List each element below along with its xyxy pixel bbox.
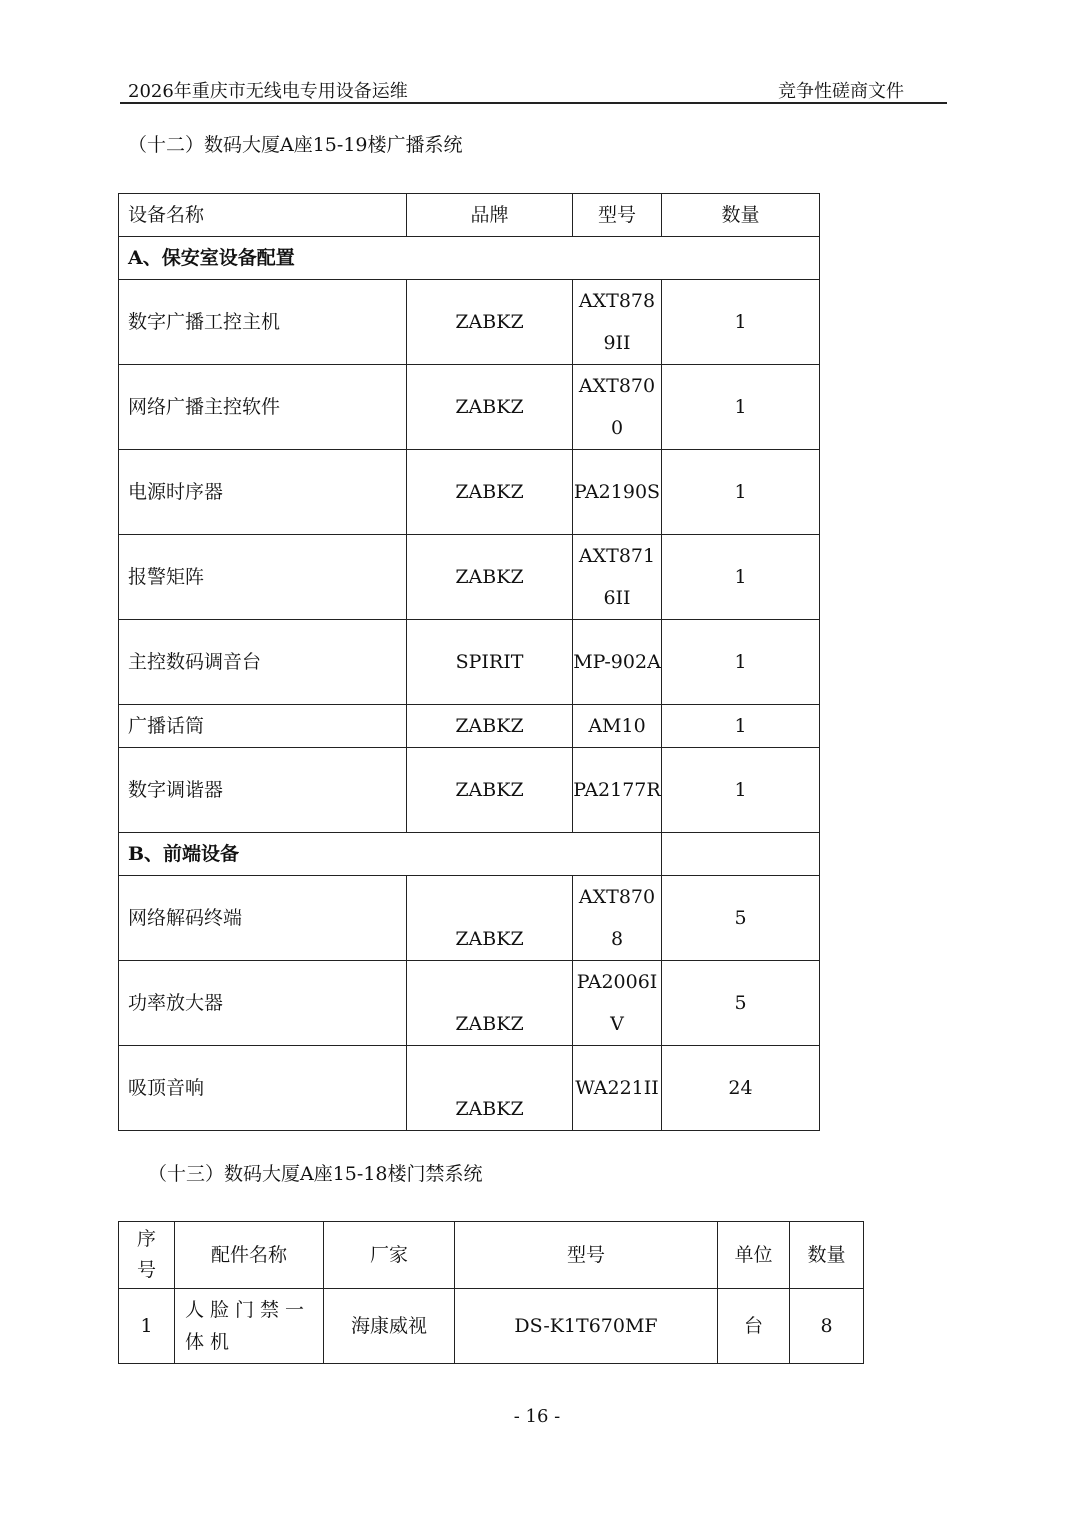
table-row xyxy=(119,535,820,620)
equipment-name: 吸顶音响 xyxy=(119,1046,407,1131)
table-row xyxy=(119,620,820,705)
col-header-model: 型号 xyxy=(573,194,662,237)
equipment-brand: ZABKZ xyxy=(407,365,573,450)
col-header-qty: 数量 xyxy=(662,194,820,237)
equipment-qty: 1 xyxy=(662,280,820,365)
equipment-brand: ZABKZ xyxy=(407,961,573,1046)
table-row xyxy=(119,961,820,1046)
equipment-name: 网络解码终端 xyxy=(119,876,407,961)
table-row xyxy=(119,748,820,833)
table-header-row xyxy=(119,1222,864,1289)
section-12-title: （十二）数码大厦A座15-19楼广播系统 xyxy=(128,134,463,156)
table-row xyxy=(119,705,820,748)
equipment-qty: 5 xyxy=(662,961,820,1046)
col-header-unit: 单位 xyxy=(718,1222,790,1289)
col-header-brand: 品牌 xyxy=(407,194,573,237)
equipment-qty: 1 xyxy=(662,748,820,833)
broadcast-equipment-table xyxy=(118,193,820,1131)
equipment-qty: 1 xyxy=(662,620,820,705)
access-control-table xyxy=(118,1221,864,1364)
equipment-brand: ZABKZ xyxy=(407,705,573,748)
header-rule xyxy=(120,102,947,104)
maker: 海康威视 xyxy=(324,1289,455,1364)
equipment-brand: ZABKZ xyxy=(407,748,573,833)
part-name: 人脸门禁一体机 xyxy=(185,1299,311,1353)
equipment-model: MP-902A xyxy=(573,651,661,673)
equipment-qty: 24 xyxy=(662,1046,820,1131)
equipment-brand: SPIRIT xyxy=(407,620,573,705)
part-qty: 8 xyxy=(790,1289,864,1364)
table-row xyxy=(119,365,820,450)
equipment-brand: ZABKZ xyxy=(407,450,573,535)
table-row xyxy=(119,1289,864,1364)
col-header-model: 型号 xyxy=(455,1222,718,1289)
equipment-name: 数字广播工控主机 xyxy=(119,280,407,365)
col-header-qty: 数量 xyxy=(790,1222,864,1289)
equipment-qty: 1 xyxy=(662,365,820,450)
table-row xyxy=(119,280,820,365)
equipment-qty: 1 xyxy=(662,450,820,535)
equipment-name: 广播话筒 xyxy=(119,705,407,748)
equipment-model: PA2190S xyxy=(573,481,661,503)
equipment-qty: 5 xyxy=(662,876,820,961)
equipment-name: 网络广播主控软件 xyxy=(119,365,407,450)
equipment-model: AM10 xyxy=(588,715,646,737)
table-header-row xyxy=(119,194,820,237)
group-b-empty-cell xyxy=(662,833,820,876)
equipment-model: AXT8700 xyxy=(578,375,656,439)
unit: 台 xyxy=(718,1289,790,1364)
equipment-qty: 1 xyxy=(662,705,820,748)
table-row xyxy=(119,1046,820,1131)
equipment-name: 主控数码调音台 xyxy=(119,620,407,705)
equipment-model: PA2177R xyxy=(573,779,661,801)
equipment-brand: ZABKZ xyxy=(407,876,573,961)
col-header-name: 设备名称 xyxy=(119,194,407,237)
group-a-label: A、保安室设备配置 xyxy=(119,237,820,280)
page-number: - 16 - xyxy=(513,1406,561,1427)
col-header-maker: 厂家 xyxy=(324,1222,455,1289)
equipment-name: 报警矩阵 xyxy=(119,535,407,620)
header-left: 2026年重庆市无线电专用设备运维 xyxy=(128,81,408,102)
group-row-a xyxy=(119,237,820,280)
section-13-title: （十三）数码大厦A座15-18楼门禁系统 xyxy=(148,1163,483,1185)
table-row xyxy=(119,450,820,535)
col-header-part-name: 配件名称 xyxy=(175,1222,324,1289)
equipment-model: AXT8789II xyxy=(578,290,656,354)
equipment-model: WA221II xyxy=(575,1077,659,1099)
equipment-brand: ZABKZ xyxy=(407,1046,573,1131)
equipment-brand: ZABKZ xyxy=(407,280,573,365)
equipment-model: AXT8716II xyxy=(578,545,656,609)
group-b-label: B、前端设备 xyxy=(119,833,662,876)
group-row-b xyxy=(119,833,820,876)
equipment-name: 电源时序器 xyxy=(119,450,407,535)
equipment-qty: 1 xyxy=(662,535,820,620)
part-model: DS-K1T670MF xyxy=(455,1289,718,1364)
table-row xyxy=(119,876,820,961)
header-right: 竞争性磋商文件 xyxy=(778,81,904,102)
equipment-brand: ZABKZ xyxy=(407,535,573,620)
equipment-name: 数字调谐器 xyxy=(119,748,407,833)
equipment-name: 功率放大器 xyxy=(119,961,407,1046)
row-no: 1 xyxy=(119,1289,175,1364)
col-header-no: 序号 xyxy=(136,1228,156,1281)
equipment-model: AXT8708 xyxy=(578,886,656,950)
equipment-model: PA2006IV xyxy=(576,971,658,1035)
